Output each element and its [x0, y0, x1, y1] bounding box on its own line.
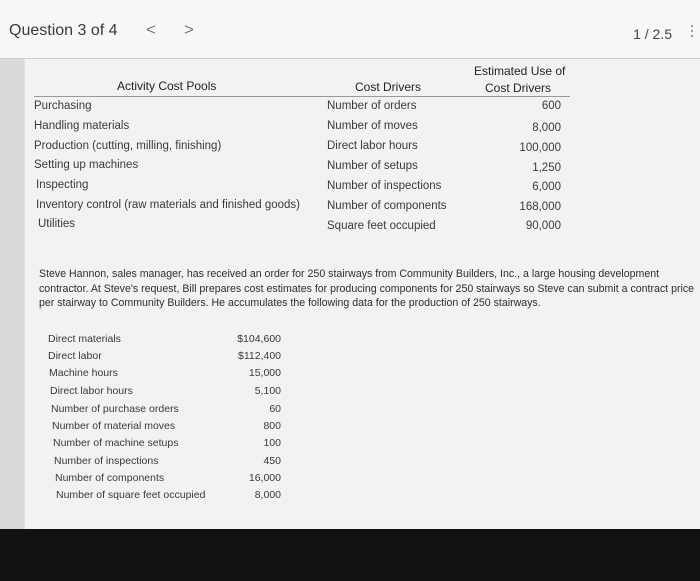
usage-utilities: 90,000 — [525, 220, 561, 232]
score-display: 1 / 2.5 — [633, 26, 672, 42]
data-value-components: 16,000 — [248, 472, 281, 484]
previous-question-button[interactable]: < — [146, 20, 156, 39]
driver-inspections: Number of inspections — [327, 180, 442, 192]
usage-setups: 1,250 — [532, 162, 561, 174]
pool-utilities: Utilities — [38, 218, 76, 230]
data-value-direct-materials: $104,600 — [237, 333, 281, 345]
question-counter: Question 3 of 4 — [9, 22, 118, 39]
question-content — [24, 59, 700, 529]
data-label-purchase-orders: Number of purchase orders — [51, 403, 179, 415]
question-header — [0, 0, 700, 59]
problem-paragraph: Steve Hannon, sales manager, has received an order for 250 stairways from Community Builders, Inc., a large housing development contractor. At Steve's request, Bill prepares cost estimates for producing components for 250 stairways so Steve can submit a contract price per stairway to Community Builders. He accumulates the following data for the production of 250 stairways. — [39, 268, 695, 309]
data-value-square-feet: 8,000 — [254, 489, 281, 501]
data-value-direct-labor: $112,400 — [237, 350, 281, 362]
header-activity-cost-pools: Activity Cost Pools — [117, 79, 217, 93]
usage-inventory-control: 168,000 — [519, 201, 561, 213]
pool-purchasing: Purchasing — [34, 100, 92, 112]
data-label-direct-labor-hours: Direct labor hours — [50, 385, 133, 397]
bottom-bar — [0, 529, 700, 581]
data-value-inspections: 450 — [263, 455, 281, 467]
data-label-material-moves: Number of material moves — [52, 420, 176, 432]
pool-setups: Setting up machines — [34, 159, 139, 171]
header-estimated-use-line1: Estimated Use of — [474, 64, 566, 78]
data-label-inspections: Number of inspections — [54, 455, 159, 467]
data-value-purchase-orders: 60 — [269, 403, 281, 415]
header-estimated-use-line2: Cost Drivers — [485, 81, 552, 95]
driver-components: Number of components — [327, 200, 447, 212]
next-question-button[interactable]: > — [184, 20, 194, 39]
driver-orders: Number of orders — [327, 100, 417, 112]
data-value-material-moves: 800 — [263, 420, 281, 432]
data-value-direct-labor-hours: 5,100 — [254, 385, 281, 397]
driver-setups: Number of setups — [327, 160, 418, 172]
data-label-direct-labor: Direct labor — [48, 350, 102, 362]
table-header-rule — [34, 96, 570, 97]
data-label-machine-hours: Machine hours — [49, 367, 118, 379]
driver-moves: Number of moves — [327, 120, 418, 132]
pool-production: Production (cutting, milling, finishing) — [34, 140, 222, 152]
data-label-components: Number of components — [55, 472, 165, 484]
usage-inspecting: 6,000 — [532, 181, 561, 193]
usage-production: 100,000 — [519, 142, 561, 154]
data-label-square-feet: Number of square feet occupied — [56, 489, 206, 501]
data-label-machine-setups: Number of machine setups — [53, 437, 179, 449]
usage-handling: 8,000 — [532, 122, 561, 134]
data-value-machine-hours: 15,000 — [248, 367, 281, 379]
data-label-direct-materials: Direct materials — [48, 333, 121, 345]
usage-purchasing: 600 — [541, 100, 561, 112]
header-cost-drivers: Cost Drivers — [355, 80, 422, 94]
more-options-icon[interactable] — [691, 25, 694, 40]
driver-labor-hours: Direct labor hours — [327, 140, 418, 152]
pool-inventory-control: Inventory control (raw materials and finished goods) — [36, 199, 300, 211]
driver-square-feet: Square feet occupied — [327, 220, 436, 232]
data-value-machine-setups: 100 — [263, 437, 281, 449]
pool-inspecting: Inspecting — [36, 179, 89, 191]
pool-handling: Handling materials — [34, 120, 130, 132]
